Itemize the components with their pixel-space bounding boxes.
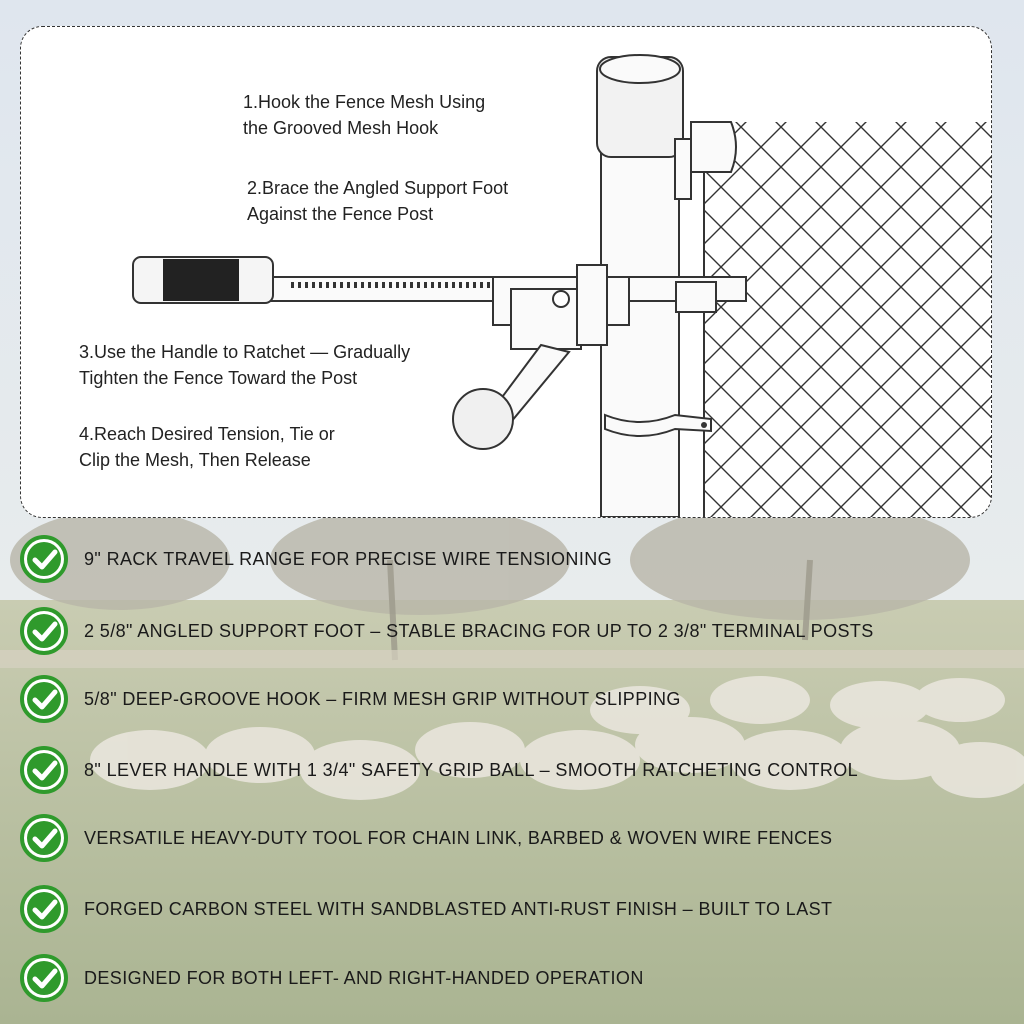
check-circle-icon	[18, 952, 70, 1004]
check-circle-icon	[18, 883, 70, 935]
check-circle-icon	[18, 605, 70, 657]
feature-item	[18, 671, 1018, 727]
step-4-text: 4.Reach Desired Tension, Tie or Clip the Mesh, Then Release	[79, 424, 335, 470]
feature-item	[18, 950, 1018, 1006]
feature-item	[18, 531, 1018, 587]
check-circle-icon	[18, 744, 70, 796]
feature-text: FORGED CARBON STEEL WITH SANDBLASTED ANTI-RUST FINISH – BUILT TO LAST	[84, 898, 833, 919]
instruction-panel	[20, 26, 992, 518]
feature-item	[18, 881, 1018, 937]
check-circle-icon	[18, 533, 70, 585]
feature-text: 5/8" DEEP-GROOVE HOOK – FIRM MESH GRIP WITHOUT SLIPPING	[84, 688, 681, 709]
feature-text: 9" RACK TRAVEL RANGE FOR PRECISE WIRE TENSIONING	[84, 548, 613, 569]
check-circle-icon	[18, 812, 70, 864]
feature-item	[18, 810, 1018, 866]
feature-item	[18, 603, 1018, 659]
step-3-text: 3.Use the Handle to Ratchet — Gradually Tighten the Fence Toward the Post	[79, 342, 411, 388]
feature-text: 8" LEVER HANDLE WITH 1 3/4" SAFETY GRIP BALL – SMOOTH RATCHETING CONTROL	[84, 759, 859, 780]
feature-item	[18, 742, 1018, 798]
feature-text: DESIGNED FOR BOTH LEFT- AND RIGHT-HANDED OPERATION	[84, 967, 644, 988]
step-1-text: 1.Hook the Fence Mesh Using the Grooved Mesh Hook	[243, 92, 486, 138]
check-circle-icon	[18, 673, 70, 725]
step-2-text: 2.Brace the Angled Support Foot Against the Fence Post	[247, 178, 509, 224]
feature-text: 2 5/8" ANGLED SUPPORT FOOT – STABLE BRACING FOR UP TO 2 3/8" TERMINAL POSTS	[84, 620, 874, 641]
feature-text: VERSATILE HEAVY-DUTY TOOL FOR CHAIN LINK, BARBED & WOVEN WIRE FENCES	[84, 827, 833, 848]
